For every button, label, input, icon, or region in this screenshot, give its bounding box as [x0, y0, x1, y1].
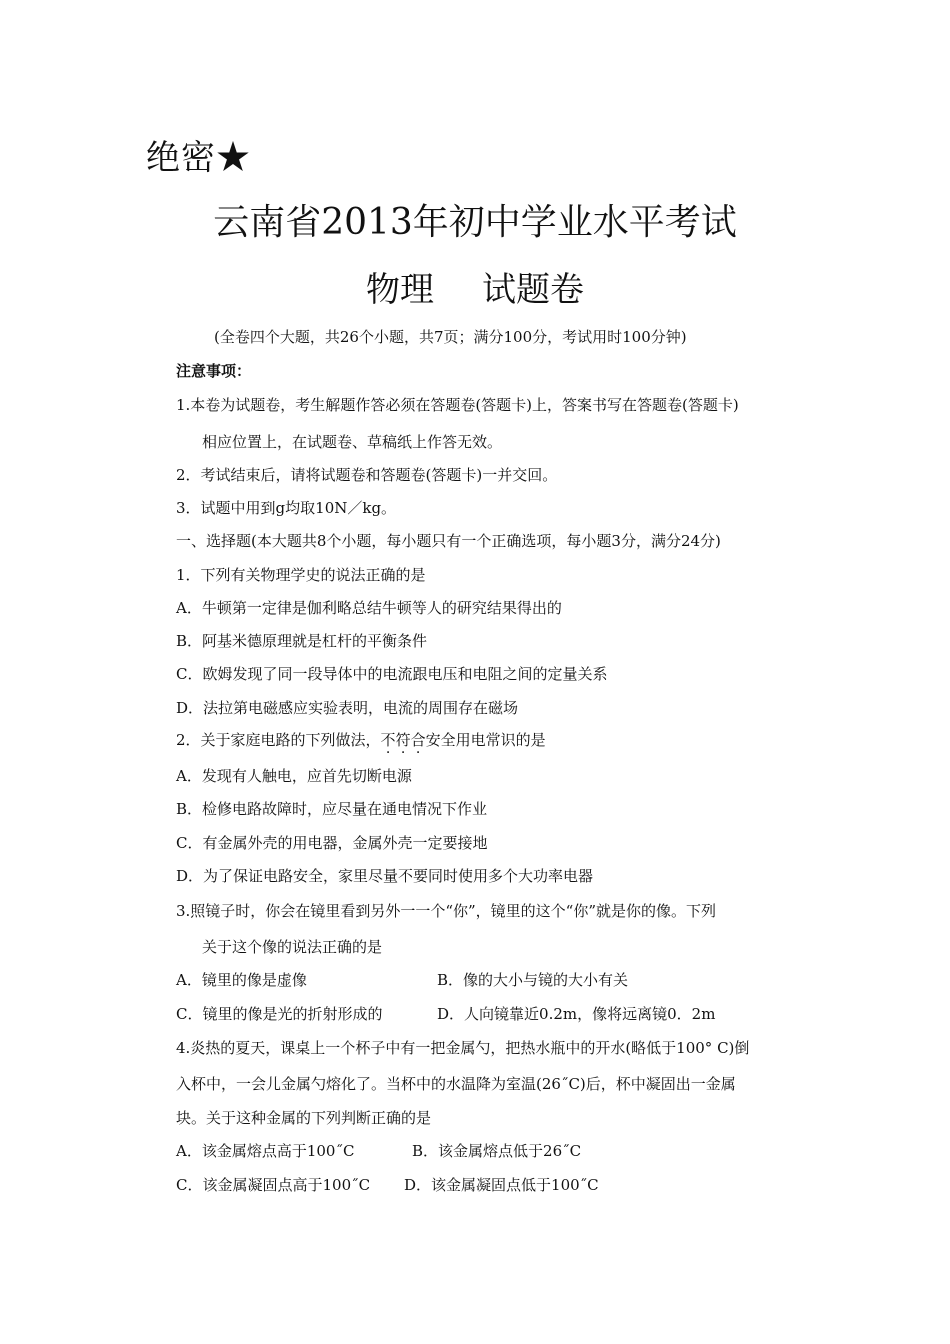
notes-heading: 注意事项： — [176, 362, 252, 380]
exam-subtitle — [0, 262, 950, 311]
q1-option-a: A．牛顿第一定律是伽利略总结牛顿等人的研究结果得出的 — [176, 599, 562, 617]
q2-option-c: C．有金属外壳的用电器，金属外壳一定要接地 — [176, 834, 488, 852]
q2-stem-post: 安全用电常识的是 — [425, 731, 546, 749]
q4-option-d: D．该金属凝固点低于100˝C — [404, 1176, 599, 1194]
q4-option-b: B．该金属熔点低于26˝C — [412, 1142, 582, 1160]
q1-option-c: C．欧姆发现了同一段导体中的电流跟电压和电阻之间的定量关系 — [176, 665, 608, 683]
q2-emphasis-3: 合 — [410, 731, 426, 749]
q3-option-d: D．人向镜靠近0.2m，像将远离镜0．2m — [437, 1005, 716, 1023]
q2-option-d: D．为了保证电路安全，家里尽量不要同时使用多个大功率电器 — [176, 867, 594, 885]
q2-emphasis-1: 不 — [380, 731, 396, 749]
q2-option-b: B．检修电路故障时，应尽量在通电情况下作业 — [176, 800, 488, 818]
q3-option-a: A．镜里的像是虚像 — [176, 971, 307, 989]
q1-option-d: D．法拉第电磁感应实验表明，电流的周围存在磁场 — [176, 699, 519, 717]
q4-stem-cont-1: 入杯中，一会儿金属勺熔化了。当杯中的水温降为室温(26˝C)后，杯中凝固出一金属 — [176, 1075, 736, 1093]
q4-option-a: A．该金属熔点高于100˝C — [176, 1142, 355, 1160]
subject-label: 物理 — [366, 270, 434, 310]
q4-stem-cont-2: 块。关于这种金属的下列判断正确的是 — [176, 1109, 432, 1127]
note-item-1-cont: 相应位置上，在试题卷、草稿纸上作答无效。 — [202, 433, 503, 451]
secret-mark: 绝密★ — [146, 138, 251, 178]
section-heading: 一、选择题(本大题共8个小题，每小题只有一个正确选项，每小题3分，满分24分) — [176, 532, 721, 550]
exam-info: (全卷四个大题，共26个小题，共7页；满分100分，考试用时100分钟) — [214, 328, 687, 346]
q1-stem: 1．下列有关物理学史的说法正确的是 — [176, 566, 426, 584]
q2-stem-pre: 2．关于家庭电路的下列做法， — [176, 731, 381, 749]
q4-stem: 4.炎热的夏天，课桌上一个杯子中有一把金属勺，把热水瓶中的开水(略低于100° C)倒 — [176, 1039, 750, 1057]
q3-stem: 3.照镜子时，你会在镜里看到另外一一个“你”，镜里的这个“你”就是你的像。下列 — [176, 902, 716, 920]
paper-label: 试题卷 — [482, 270, 584, 310]
q1-option-b: B．阿基米德原理就是杠杆的平衡条件 — [176, 632, 428, 650]
q4-option-c: C．该金属凝固点高于100˝C — [176, 1176, 371, 1194]
note-item-1: 1.本卷为试题卷，考生解题作答必须在答题卷(答题卡)上，答案书写在答题卷(答题卡) — [176, 396, 739, 414]
exam-title: 云南省2013年初中学业水平考试 — [213, 202, 737, 243]
q3-option-b: B．像的大小与镜的大小有关 — [437, 971, 629, 989]
q2-option-a: A．发现有人触电，应首先切断电源 — [176, 767, 412, 785]
q2-emphasis-2: 符 — [395, 731, 411, 749]
note-item-2: 2．考试结束后，请将试题卷和答题卷(答题卡)一并交回。 — [176, 466, 558, 484]
q3-option-c: C．镜里的像是光的折射形成的 — [176, 1005, 383, 1023]
q3-stem-cont: 关于这个像的说法正确的是 — [202, 938, 383, 956]
q2-stem — [176, 729, 546, 750]
note-item-3: 3．试题中用到g均取10N／kg。 — [176, 499, 397, 517]
